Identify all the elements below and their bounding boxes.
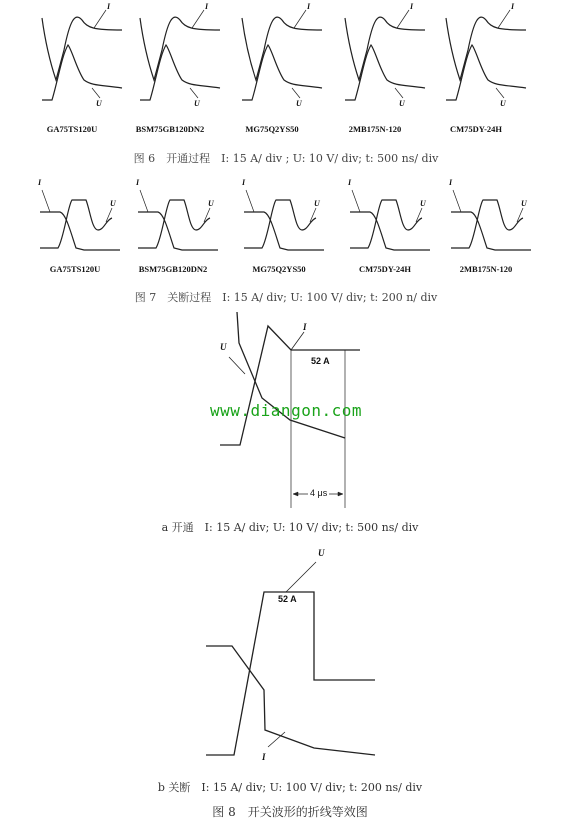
- watermark: www.diangon.com: [210, 401, 362, 420]
- fig8a-time-label: 4 μs: [310, 488, 328, 498]
- fig8a-peak-label: 52 A: [311, 356, 330, 366]
- fig6-voltage-label: U: [194, 99, 200, 108]
- fig6-current-label: I: [410, 2, 414, 11]
- fig8a-voltage-label: U: [220, 342, 227, 352]
- fig8a-current-leader: [291, 332, 304, 350]
- fig7-current-label: I: [348, 178, 352, 187]
- fig6-voltage-label: U: [500, 99, 506, 108]
- fig7-current-leader: [352, 190, 360, 212]
- fig8a-current-trace: [220, 326, 360, 445]
- fig6-panel-label: CM75DY-24H: [449, 124, 503, 134]
- fig8b-current-label: I: [262, 752, 266, 762]
- fig6-current-leader: [192, 10, 204, 28]
- fig7-current-leader: [246, 190, 254, 212]
- fig8b-voltage-leader: [286, 562, 316, 592]
- fig6-panel-label: GA75TS120U: [46, 124, 98, 134]
- fig6-current-leader: [294, 10, 306, 28]
- fig7-voltage-trace: [350, 200, 422, 248]
- fig6-current-trace: [42, 17, 122, 80]
- fig7-current-leader: [140, 190, 148, 212]
- fig7-voltage-label: U: [110, 199, 116, 208]
- fig6-current-leader: [94, 10, 106, 28]
- fig6-current-trace: [345, 17, 425, 80]
- fig6-current-trace: [140, 17, 220, 80]
- fig8b-current-trace: [206, 646, 375, 755]
- fig6-current-label: I: [511, 2, 515, 11]
- fig6-panel-label: MG75Q2YS50: [245, 124, 299, 134]
- fig7-voltage-label: U: [521, 199, 527, 208]
- fig6-voltage-leader: [395, 88, 403, 98]
- fig6-current-label: I: [205, 2, 209, 11]
- fig6-voltage-leader: [190, 88, 198, 98]
- fig7-panel-label: 2MB175N-120: [459, 264, 513, 274]
- fig6-voltage-label: U: [399, 99, 405, 108]
- fig6-voltage-leader: [92, 88, 100, 98]
- fig8a-current-label: I: [303, 322, 307, 332]
- fig7-voltage-label: U: [208, 199, 214, 208]
- fig7-voltage-label: U: [314, 199, 320, 208]
- fig7-panel-label: CM75DY-24H: [358, 264, 412, 274]
- fig7-caption: 图 7 关断过程 I: 15 A/ div; U: 100 V/ div; t: 200 n/ div: [134, 291, 438, 304]
- fig6-current-leader: [498, 10, 510, 28]
- fig7-voltage-trace: [244, 200, 316, 248]
- fig7-current-label: I: [242, 178, 246, 187]
- fig8-title: 图 8 开关波形的折线等效图: [212, 805, 368, 819]
- fig6-panel-label: BSM75GB120DN2: [135, 124, 205, 134]
- fig6-current-leader: [397, 10, 409, 28]
- fig7-current-label: I: [136, 178, 140, 187]
- fig6-current-trace: [242, 17, 322, 80]
- fig6-voltage-leader: [496, 88, 504, 98]
- fig6-current-trace: [446, 17, 526, 80]
- fig8a-caption: a 开通 I: 15 A/ div; U: 10 V/ div; t: 500 ns/ div: [161, 521, 419, 534]
- fig6-voltage-label: U: [296, 99, 302, 108]
- fig8b-voltage-trace: [206, 592, 375, 755]
- fig7-current-label: I: [449, 178, 453, 187]
- fig6-caption: 图 6 开通过程 I: 15 A/ div ; U: 10 V/ div; t: 500 ns/ div: [133, 152, 439, 165]
- fig7-panel-label: BSM75GB120DN2: [138, 264, 208, 274]
- fig6-panel-label: 2MB175N-120: [348, 124, 402, 134]
- fig8b-caption: b 关断 I: 15 A/ div; U: 100 V/ div; t: 200 ns/ div: [157, 781, 423, 794]
- fig7-voltage-trace: [40, 200, 112, 248]
- fig8a-voltage-leader: [229, 357, 245, 374]
- fig7-voltage-trace: [138, 200, 210, 248]
- fig7-panel-label: MG75Q2YS50: [252, 264, 306, 274]
- fig7-panel-label: GA75TS120U: [49, 264, 101, 274]
- fig6-voltage-leader: [292, 88, 300, 98]
- fig6-voltage-label: U: [96, 99, 102, 108]
- fig7-current-leader: [42, 190, 50, 212]
- fig7-voltage-trace: [451, 200, 523, 248]
- fig7-current-leader: [453, 190, 461, 212]
- fig8b-voltage-label: U: [318, 548, 325, 558]
- fig6-current-label: I: [107, 2, 111, 11]
- fig6-current-label: I: [307, 2, 311, 11]
- fig6-waveforms: [42, 10, 526, 100]
- fig8b-waveform: [206, 562, 375, 755]
- fig8b-peak-label: 52 A: [278, 594, 297, 604]
- fig7-current-label: I: [38, 178, 42, 187]
- fig7-voltage-label: U: [420, 199, 426, 208]
